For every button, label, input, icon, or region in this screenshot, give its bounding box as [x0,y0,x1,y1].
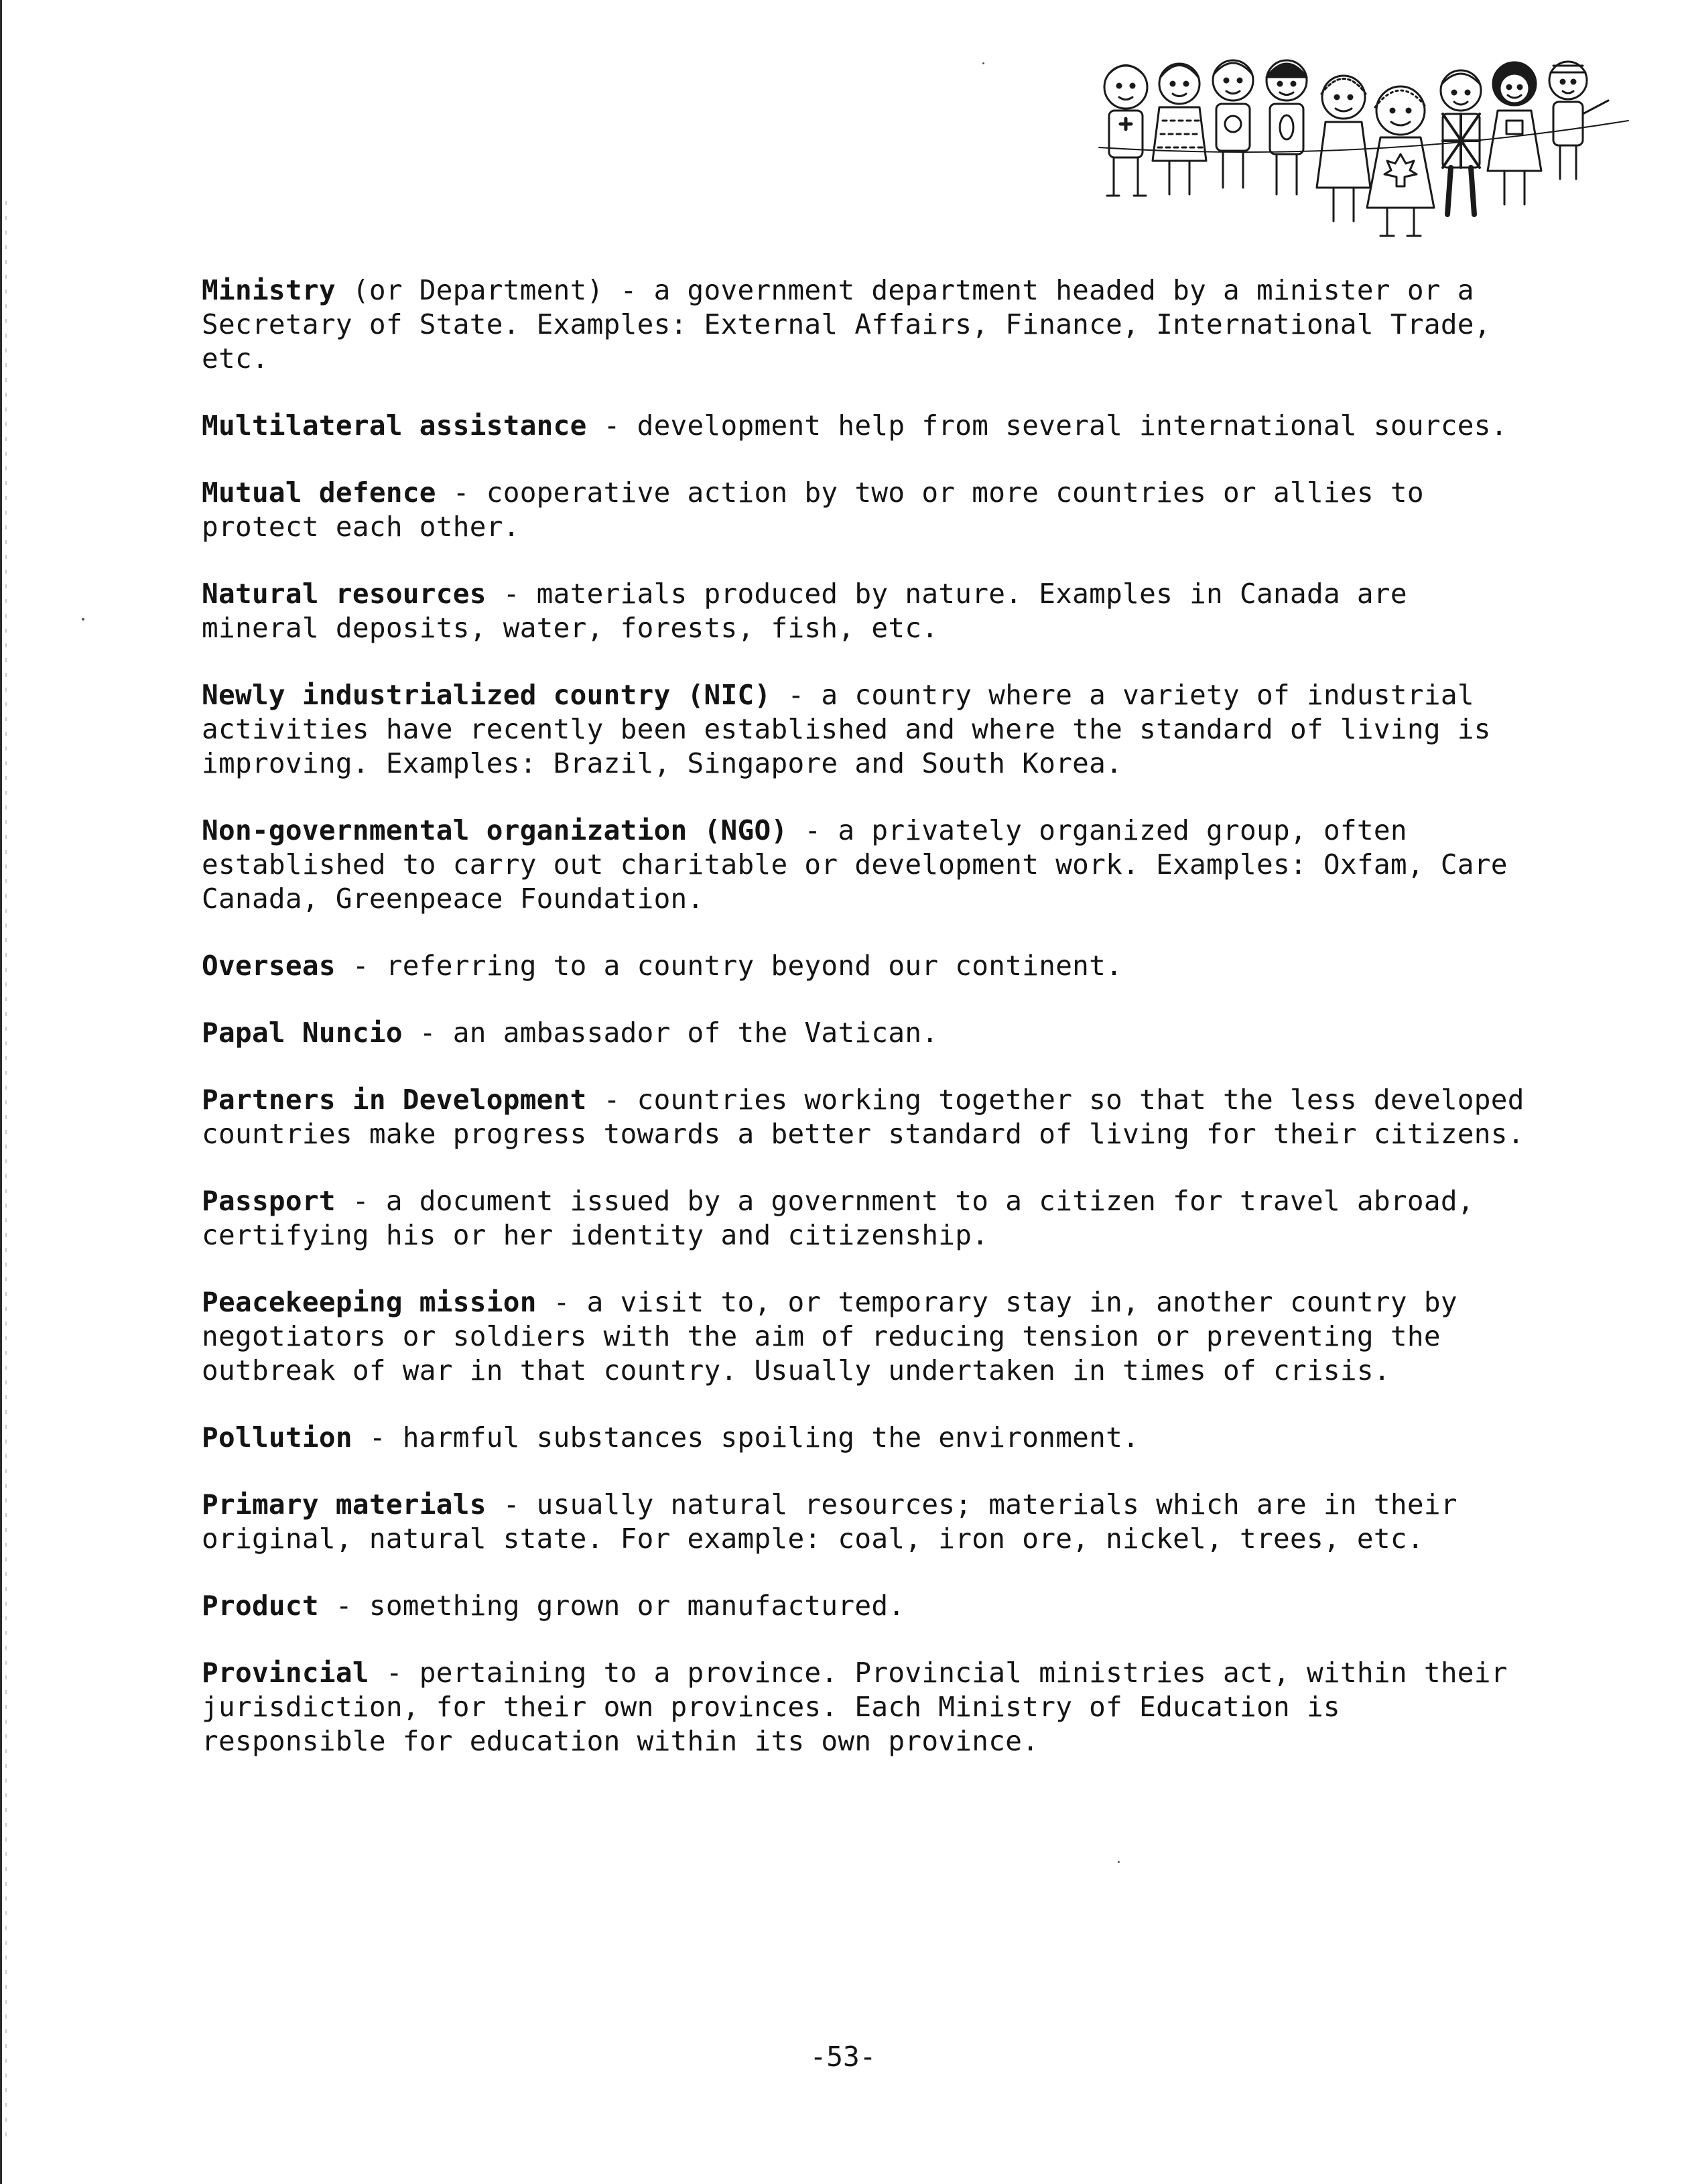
glossary-entry [202,814,1542,916]
glossary-term: Overseas [202,950,336,982]
glossary-term: Provincial [202,1657,369,1689]
glossary-term: Partners in Development [202,1084,587,1116]
scan-speck [1118,1861,1120,1863]
glossary-definition: - cooperative action by two or more countries or allies to protect each other. [202,476,1424,543]
glossary-entries [202,273,1542,1758]
glossary-definition: - a document issued by a government to a citizen for travel abroad, certifying his or her identity and citizenship. [202,1185,1474,1251]
scan-speck [82,618,84,621]
glossary-definition: (or Department) - a government department headed by a minister or a Secretary of State. Examples: External Affairs, Finance, International Trade, etc. [202,274,1491,375]
glossary-entry [202,409,1542,443]
glossary-term: Product [202,1590,319,1622]
glossary-definition: - a privately organized group, often established to carry out charitable or development work. Examples: Oxfam, Care Canada, Greenpeace Foundation. [202,814,1508,915]
page-binding-edge [0,0,4,2184]
glossary-term: Multilateral assistance [202,409,587,442]
glossary-entry [202,476,1542,544]
glossary-entry [202,949,1542,983]
glossary-definition: - referring to a country beyond our continent. [335,950,1123,982]
glossary-term: Primary materials [202,1488,487,1521]
glossary-definition: - development help from several international sources. [586,409,1508,442]
glossary-entry [202,577,1542,645]
glossary-term: Papal Nuncio [202,1017,403,1049]
glossary-entry [202,1083,1542,1151]
glossary-definition: - something grown or manufactured. [318,1590,905,1622]
glossary-term: Pollution [202,1421,352,1454]
glossary-term: Peacekeeping mission [202,1286,537,1318]
glossary-entry [202,1656,1542,1758]
glossary-entry [202,1184,1542,1252]
glossary-definition: - harmful substances spoiling the environment. [352,1421,1140,1454]
glossary-entry [202,1421,1542,1455]
glossary-definition: - pertaining to a province. Provincial ministries act, within their jurisdiction, for their own provinces. Each Ministry of Education is responsible for education within its own province. [202,1657,1508,1757]
children-holding-hands-icon [1072,47,1648,268]
glossary-entry [202,678,1542,781]
glossary-definition: - a visit to, or temporary stay in, another country by negotiators or soldiers with the aim of reducing tension or preventing the outbreak of war in that country. Usually undertaken in times of crisis. [202,1286,1457,1387]
glossary-definition: - materials produced by nature. Examples in Canada are mineral deposits, water, forests, fish, etc. [202,578,1407,644]
glossary-entry [202,1016,1542,1050]
scan-edge-shadow [5,201,7,2144]
glossary-term: Passport [202,1185,336,1217]
glossary-term: Ministry [202,274,336,306]
glossary-term: Mutual defence [202,476,436,509]
glossary-entry [202,1488,1542,1556]
glossary-term: Natural resources [202,578,487,610]
glossary-definition: - usually natural resources; materials which are in their original, natural state. For example: coal, iron ore, nickel, trees, etc. [202,1488,1457,1555]
glossary-entry [202,1285,1542,1388]
glossary-definition: - an ambassador of the Vatican. [402,1017,939,1049]
glossary-entry [202,273,1542,376]
glossary-definition: - a country where a variety of industrial activities have recently been established and where the standard of living is improving. Examples: Brazil, Singapore and South Korea. [202,679,1491,779]
page-number: -53- [809,2041,877,2073]
scan-speck [982,62,984,64]
glossary-definition: - countries working together so that the less developed countries make progress towards a better standard of living for their citizens. [202,1084,1525,1150]
glossary-term: Newly industrialized country (NIC) [202,679,771,711]
glossary-entry [202,1589,1542,1623]
glossary-term: Non-governmental organization (NGO) [202,814,788,846]
